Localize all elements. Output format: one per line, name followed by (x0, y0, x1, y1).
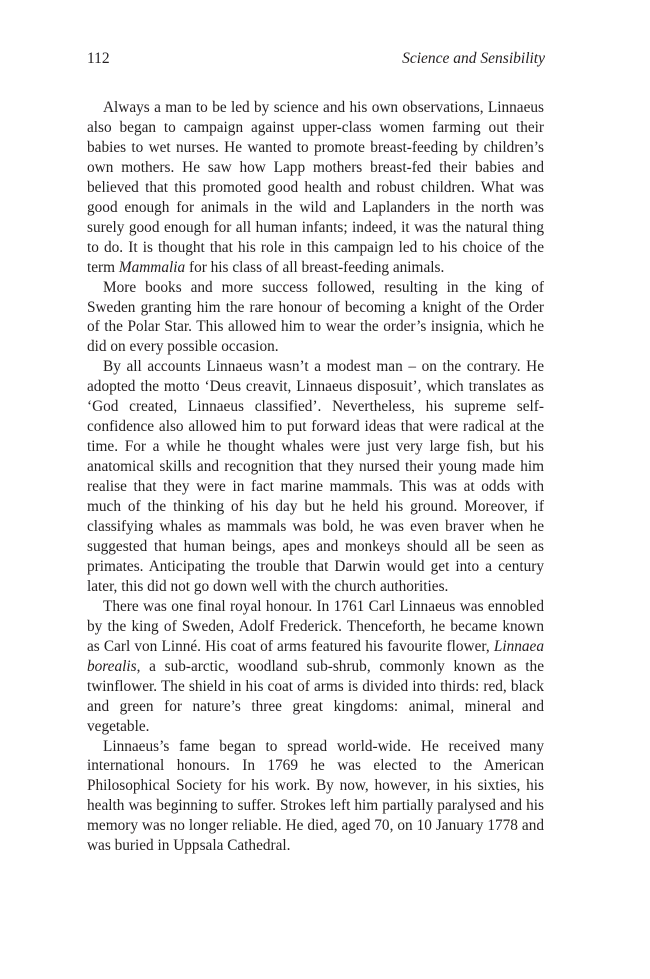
paragraph-4 (87, 597, 544, 737)
paragraph-3-text: By all accounts Linnaeus wasn’t a modest man – on the contrary. He adopted the motto ‘Deus creavit, Linnaeus disposuit’, which translates as ‘God created, Linnaeus classified’. Nevertheless, his supreme self-confidence also allowed him to put forward ideas that were radical at the time. For a while he thought whales were just very large fish, but his anatomical skills and recognition that they nursed their young made him realise that they were in fact marine mammals. This was at odds with much of the thinking of his day but he held his ground. Moreover, if classifying whales as mammals was bold, he was even braver when he suggested that human beings, apes and monkeys should all be seen as primates. Anticipating the trouble that Darwin would get into a century later, this did not go down well with the church authorities. (87, 358, 544, 595)
paragraph-5-text: Linnaeus’s fame began to spread world-wide. He received many international honours. In 1769 he was elected to the American Philosophical Society for his work. By now, however, in his sixties, his health was beginning to suffer. Strokes left him partially paralysed and his memory was no longer reliable. He died, aged 70, on 10 January 1778 and was buried in Uppsala Cathedral. (87, 737, 544, 855)
paragraph-4-italic-term: Linnaea borealis (87, 637, 544, 675)
page-number: 112 (87, 50, 110, 67)
paragraph-4-text-1: There was one final royal honour. In 1761 Carl Linnaeus was ennobled by the king of Sweden, Adolf Frederick. Thenceforth, he became known as Carl von Linné. His coat of arms featured his favourite flower, (87, 597, 544, 655)
paragraph-4-text-2: , a sub-arctic, woodland sub-shrub, commonly known as the twinflower. The shield in his coat of arms is divided into thirds: red, black and green for nature’s three great kingdoms: animal, mineral and vegetable. (87, 657, 544, 735)
running-title: Science and Sensibility (402, 50, 545, 67)
running-head (87, 48, 545, 70)
paragraph-1-text-2: for his class of all breast-feeding animals. (185, 258, 445, 276)
paragraph-1-text-1: Always a man to be led by science and his own observations, Linnaeus also began to campaign against upper-class women farming out their babies to wet nurses. He wanted to promote breast-feeding by children’s own mothers. He saw how Lapp mothers breast-fed their babies and believed that this promoted good health and robust children. What was good enough for animals in the wild and Laplanders in the north was surely good enough for all human infants; indeed, it was the natural thing to do. It is thought that his role in this campaign led to his choice of the term (87, 99, 544, 276)
paragraph-2 (87, 278, 544, 358)
paragraph-3 (87, 357, 544, 596)
paragraph-5 (87, 737, 544, 857)
paragraph-1-italic-term: Mammalia (118, 258, 186, 276)
paragraph-1 (87, 98, 544, 278)
paragraph-2-text: More books and more success followed, resulting in the king of Sweden granting him the rare honour of becoming a knight of the Order of the Polar Star. This allowed him to wear the order’s insignia, which he did on every possible occasion. (87, 278, 544, 356)
body-text (87, 98, 544, 856)
